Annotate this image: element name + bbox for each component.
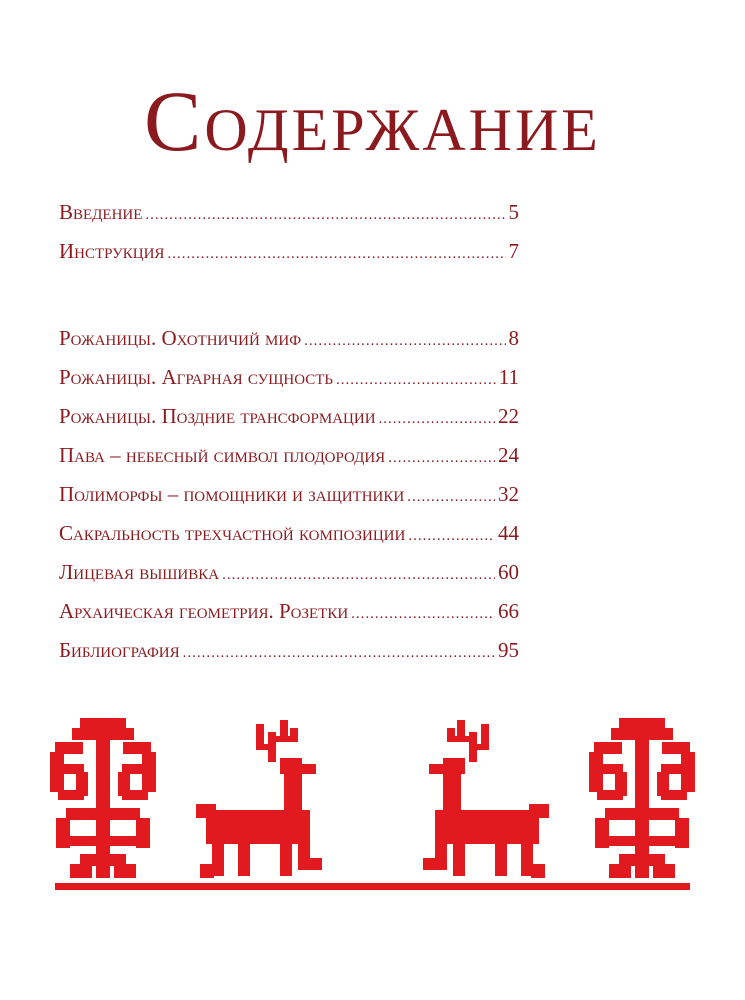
dot-leader — [379, 412, 495, 427]
toc-entry-page: 95 — [498, 638, 519, 662]
dot-leader — [407, 490, 495, 505]
toc-entry-label: Сакральность трехчастной композиции — [59, 521, 406, 545]
dot-leader — [183, 646, 495, 661]
toc-entry-page: 11 — [498, 365, 519, 389]
toc-intro-list — [59, 202, 519, 280]
toc-entry-label: Библиография — [59, 638, 180, 662]
toc-entry-label: Архаическая геометрия. Розетки — [59, 599, 349, 623]
toc-entry[interactable] — [59, 406, 519, 445]
toc-entry-page: 66 — [498, 599, 519, 623]
toc-entry-label: Лицевая вышивка — [59, 560, 220, 584]
embroidery-ornament — [0, 718, 745, 903]
toc-entry-page: 5 — [508, 200, 519, 224]
dot-leader — [145, 208, 505, 223]
toc-entry-label: Пава – небесный символ плодородия — [59, 443, 386, 467]
toc-entry[interactable] — [59, 367, 519, 406]
toc-entry-page: 60 — [498, 560, 519, 584]
dot-leader — [388, 451, 495, 466]
toc-entry-label: Введение — [59, 200, 143, 224]
toc-entry[interactable] — [59, 241, 519, 280]
toc-entry[interactable] — [59, 640, 519, 679]
toc-entry-page: 24 — [498, 443, 519, 467]
toc-entry-label: Рожаницы. Охотничий миф — [59, 326, 302, 350]
deer-motif — [196, 720, 322, 878]
ornament-baseline — [55, 883, 690, 890]
toc-entry-label: Инструкция — [59, 239, 165, 263]
toc-entry-page: 8 — [508, 326, 519, 350]
toc-entry[interactable] — [59, 562, 519, 601]
toc-entry-page: 7 — [508, 239, 519, 263]
toc-entry[interactable] — [59, 202, 519, 241]
tree-of-life-motif — [589, 718, 695, 878]
toc-entry[interactable] — [59, 601, 519, 640]
tree-of-life-motif — [50, 718, 156, 878]
toc-entry-label: Рожаницы. Аграрная сущность — [59, 365, 334, 389]
dot-leader — [222, 568, 495, 583]
toc-entry-label: Полиморфы – помощники и защитники — [59, 482, 405, 506]
dot-leader — [304, 334, 505, 349]
dot-leader — [336, 373, 496, 388]
toc-entry-label: Рожаницы. Поздние трансформации — [59, 404, 376, 428]
toc-entry-page: 44 — [498, 521, 519, 545]
toc-entry[interactable] — [59, 484, 519, 523]
toc-entry[interactable] — [59, 328, 519, 367]
dot-leader — [408, 529, 495, 544]
toc-entry-page: 22 — [498, 404, 519, 428]
dot-leader — [167, 247, 505, 262]
toc-entry[interactable] — [59, 523, 519, 562]
toc-main-list — [59, 328, 519, 679]
dot-leader — [351, 607, 495, 622]
page-title: Содержание — [144, 73, 601, 169]
deer-motif — [423, 720, 549, 878]
toc-entry-page: 32 — [498, 482, 519, 506]
toc-entry[interactable] — [59, 445, 519, 484]
